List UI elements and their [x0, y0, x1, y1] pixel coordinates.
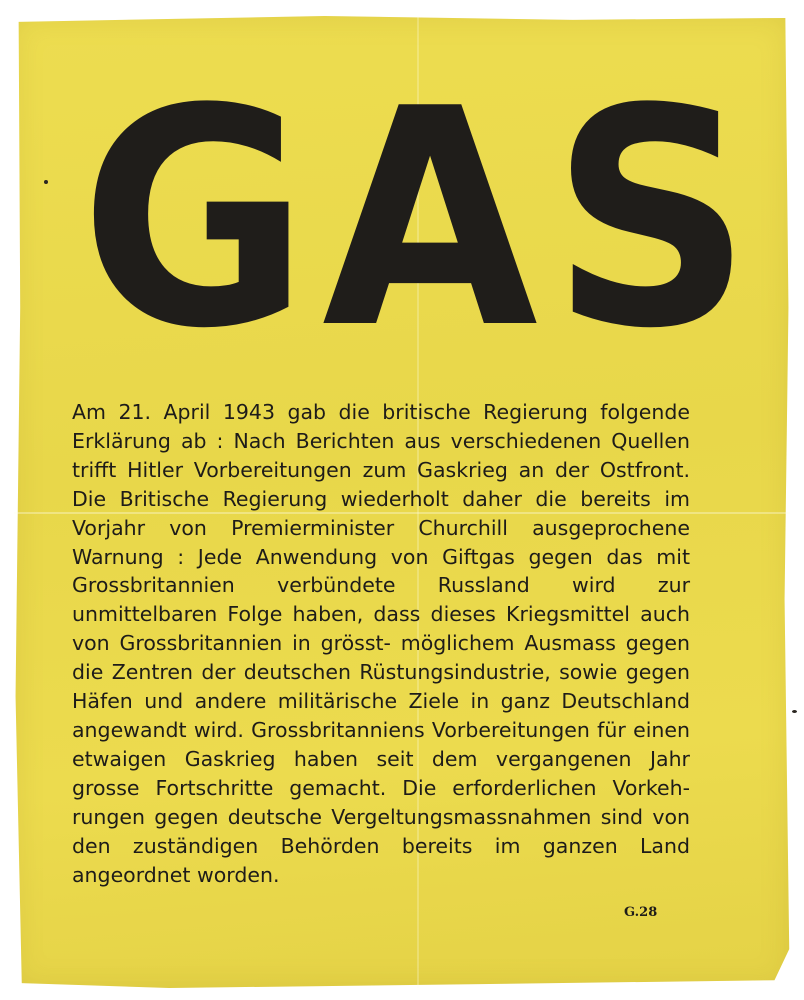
leaflet-code: G.28 — [624, 905, 658, 920]
leaflet-body-text: Am 21. April 1943 gab die britische Regierung folgende Erklärung ab : Nach Berichten aus verschiedenen Quellen trifft Hitler Vorbereitungen zum Gaskrieg an der Ostfront. Die Britische Regierung wiederholt daher die bereits im Vorjahr von Premierminister Churchill ausgeprochene Warnung : Jede Anwendung von Giftgas gegen das mit Grossbritannien verbündete Russland wird zur unmittelbaren Folge haben, dass dieses Kriegsmittel auch von Grossbritannien in grösst- möglichem Ausmass gegen die Zentren der deutschen Rüstungsindustrie, sowie gegen Häfen und andere militärische Ziele in ganz Deutschland angewandt wird. Grossbritanniens Vorbereitungen für einen etwaigen Gaskrieg haben seit dem vergangenen Jahr grosse Fortschritte gemacht. Die erforderlichen Vorkeh- rungen gegen deutsche Vergeltungsmassnahmen sind von den zuständigen Behörden bereits im ganzen Land angeordnet worden. — [72, 400, 690, 887]
leaflet-headline: GAS — [80, 45, 765, 394]
ink-speck — [792, 710, 797, 713]
ink-speck — [44, 180, 48, 184]
